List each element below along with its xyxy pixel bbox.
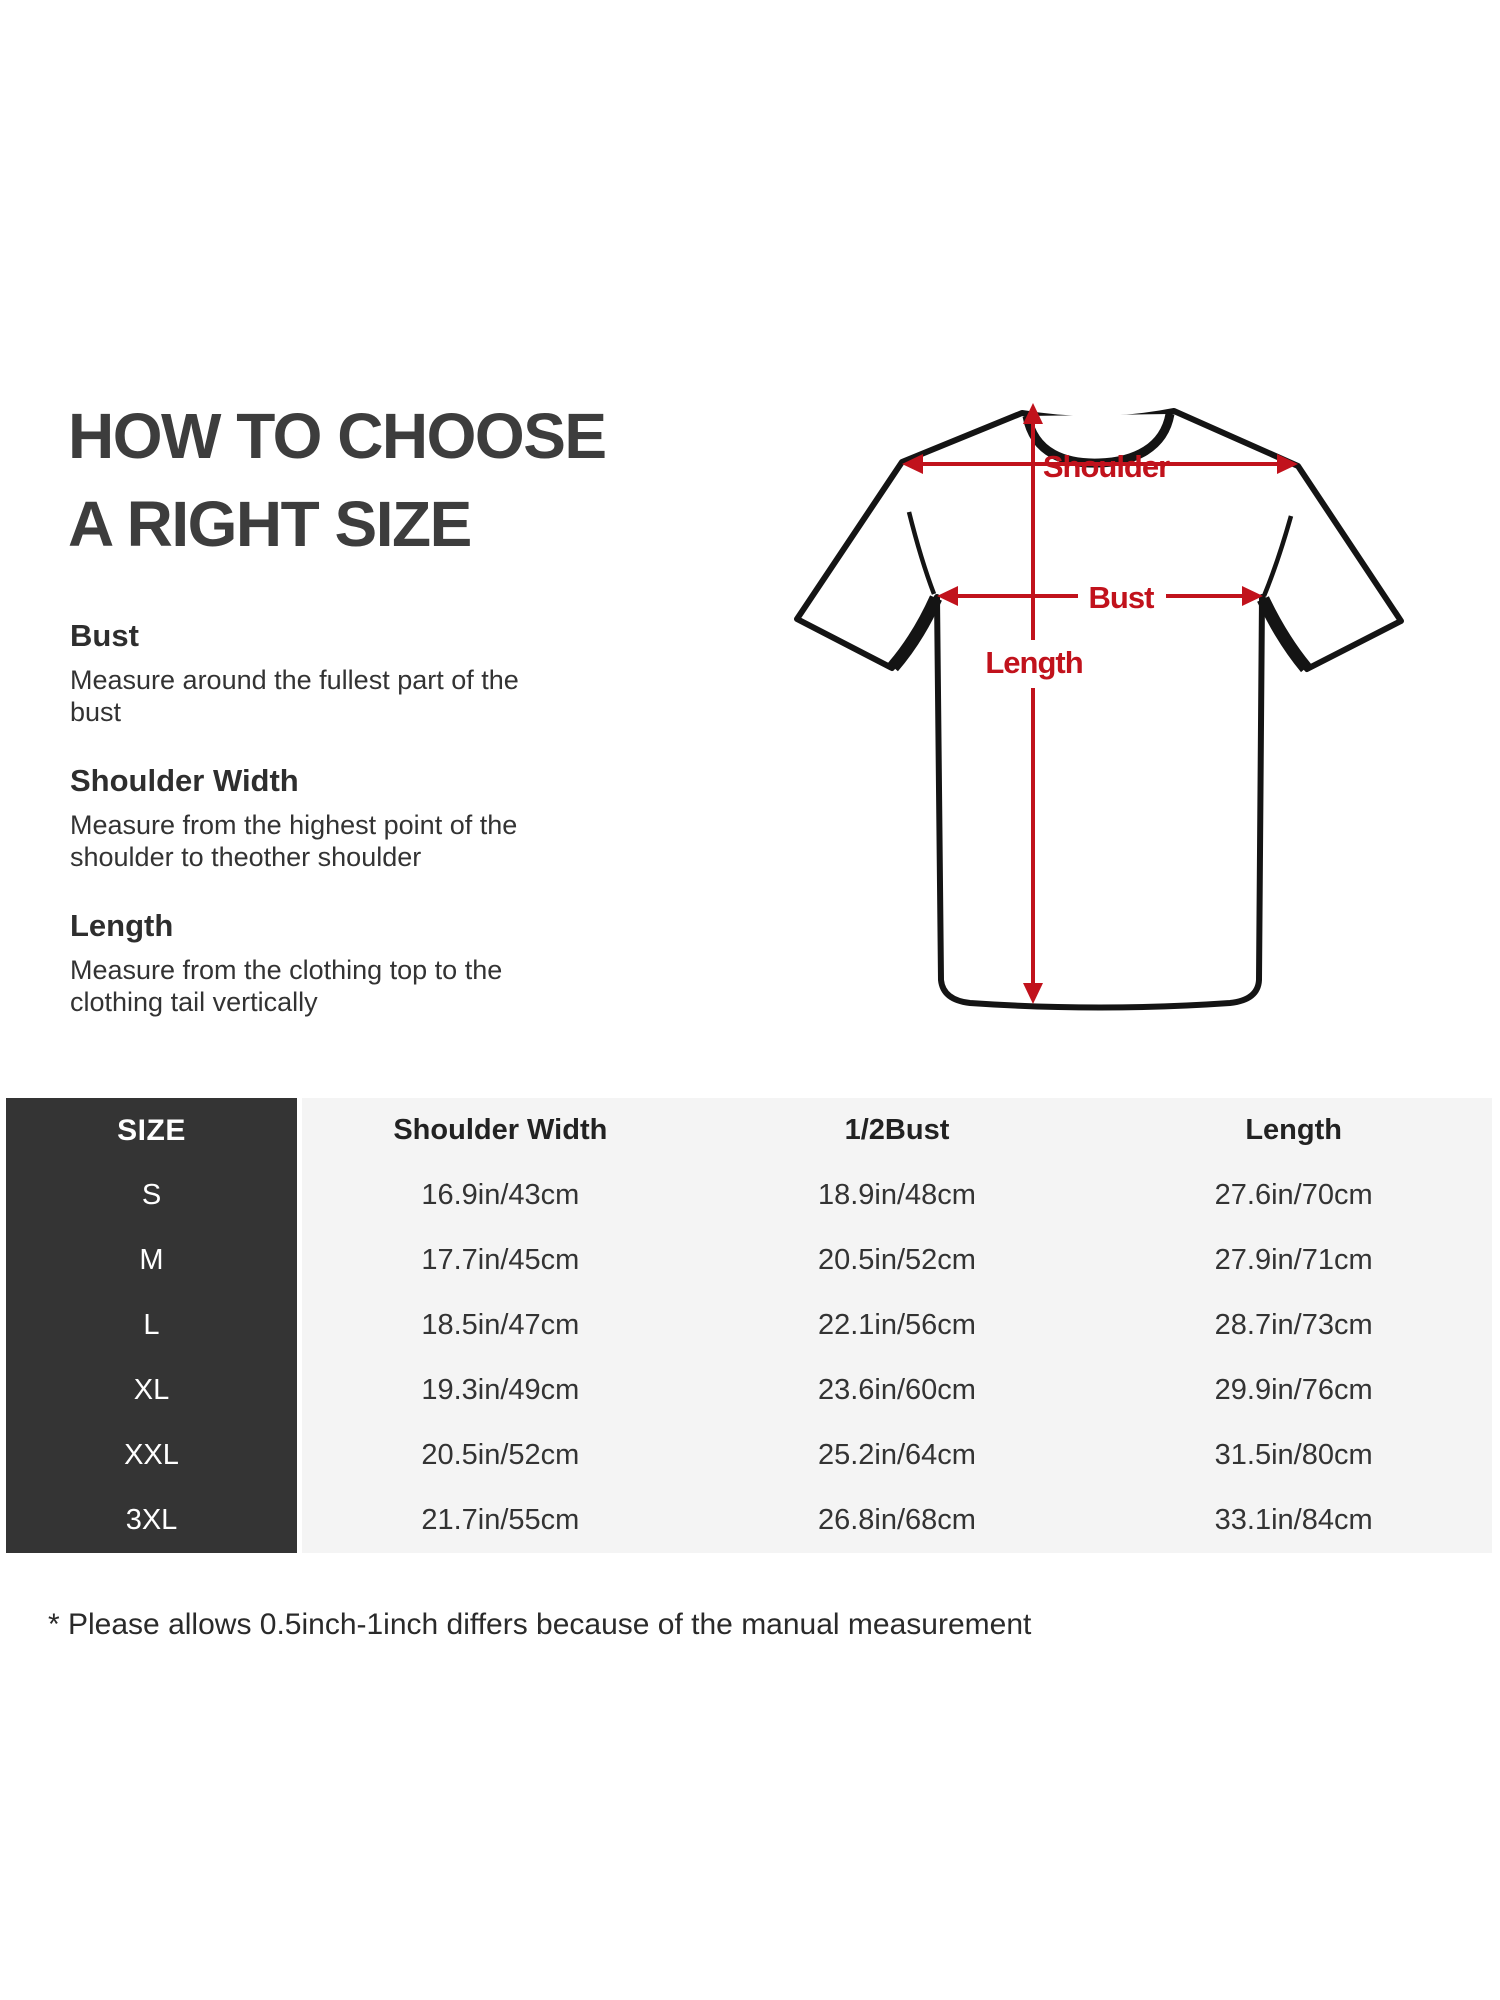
- guide-desc-bust: Measure around the fullest part of the bust: [70, 665, 519, 728]
- table-header-length: Length: [1095, 1098, 1492, 1163]
- table-row-S-shoulder-width: 16.9in/43cm: [302, 1163, 699, 1228]
- table-row-3XL-length: 33.1in/84cm: [1095, 1488, 1492, 1553]
- guide-heading-bust: Bust: [70, 618, 139, 653]
- table-row-M-shoulder-width: 17.7in/45cm: [302, 1228, 699, 1293]
- table-row-XXL-shoulder-width: 20.5in/52cm: [302, 1423, 699, 1488]
- page-title-line1: HOW TO CHOOSE: [68, 400, 606, 472]
- table-row-M-length: 27.9in/71cm: [1095, 1228, 1492, 1293]
- table-header-size: SIZE: [6, 1098, 302, 1163]
- guide-section-bust: [70, 618, 575, 729]
- table-row-S-size: S: [6, 1163, 302, 1228]
- size-table: [6, 1098, 1492, 1553]
- table-row-S-length: 27.6in/70cm: [1095, 1163, 1492, 1228]
- guide-section-length: [70, 908, 575, 1019]
- length-label: Length: [985, 645, 1083, 680]
- tshirt-measurement-diagram: [620, 300, 1440, 1080]
- table-row-L-length: 28.7in/73cm: [1095, 1293, 1492, 1358]
- table-row-3XL-shoulder-width: 21.7in/55cm: [302, 1488, 699, 1553]
- table-row-3XL-half-bust: 26.8in/68cm: [699, 1488, 1096, 1553]
- page-title: [68, 392, 606, 568]
- bust-label: Bust: [1088, 580, 1154, 615]
- table-row-XL-half-bust: 23.6in/60cm: [699, 1358, 1096, 1423]
- guide-heading-length: Length: [70, 907, 174, 943]
- table-row-L-shoulder-width: 18.5in/47cm: [302, 1293, 699, 1358]
- table-header-shoulder-width: Shoulder Width: [302, 1098, 699, 1163]
- shoulder-label: Shoulder: [1042, 449, 1170, 484]
- table-header-half-bust: 1/2Bust: [699, 1098, 1096, 1163]
- guide-heading-shoulder-width: Shoulder Width: [70, 762, 299, 798]
- table-row-XL-length: 29.9in/76cm: [1095, 1358, 1492, 1423]
- table-row-M-size: M: [6, 1228, 302, 1293]
- tshirt-outline: [797, 411, 1401, 1008]
- measurement-guide: [70, 618, 575, 1052]
- table-row-XXL-size: XXL: [6, 1423, 302, 1488]
- guide-desc-shoulder-width: Measure from the highest point of the shoulder to theother shoulder: [70, 809, 518, 873]
- table-row-S-half-bust: 18.9in/48cm: [699, 1163, 1096, 1228]
- guide-desc-length: Measure from the clothing top to the clothing tail vertically: [70, 954, 503, 1017]
- table-row-XL-size: XL: [6, 1358, 302, 1423]
- measurement-footnote: * Please allows 0.5inch-1inch differs because of the manual measurement: [48, 1608, 1032, 1641]
- table-row-3XL-size: 3XL: [6, 1488, 302, 1553]
- table-row-XXL-half-bust: 25.2in/64cm: [699, 1423, 1096, 1488]
- table-row-XXL-length: 31.5in/80cm: [1095, 1423, 1492, 1488]
- table-row-M-half-bust: 20.5in/52cm: [699, 1228, 1096, 1293]
- page-title-line2: A RIGHT SIZE: [68, 488, 471, 560]
- table-row-L-size: L: [6, 1293, 302, 1358]
- table-row-L-half-bust: 22.1in/56cm: [699, 1293, 1096, 1358]
- table-row-XL-shoulder-width: 19.3in/49cm: [302, 1358, 699, 1423]
- guide-section-shoulder-width: [70, 763, 575, 874]
